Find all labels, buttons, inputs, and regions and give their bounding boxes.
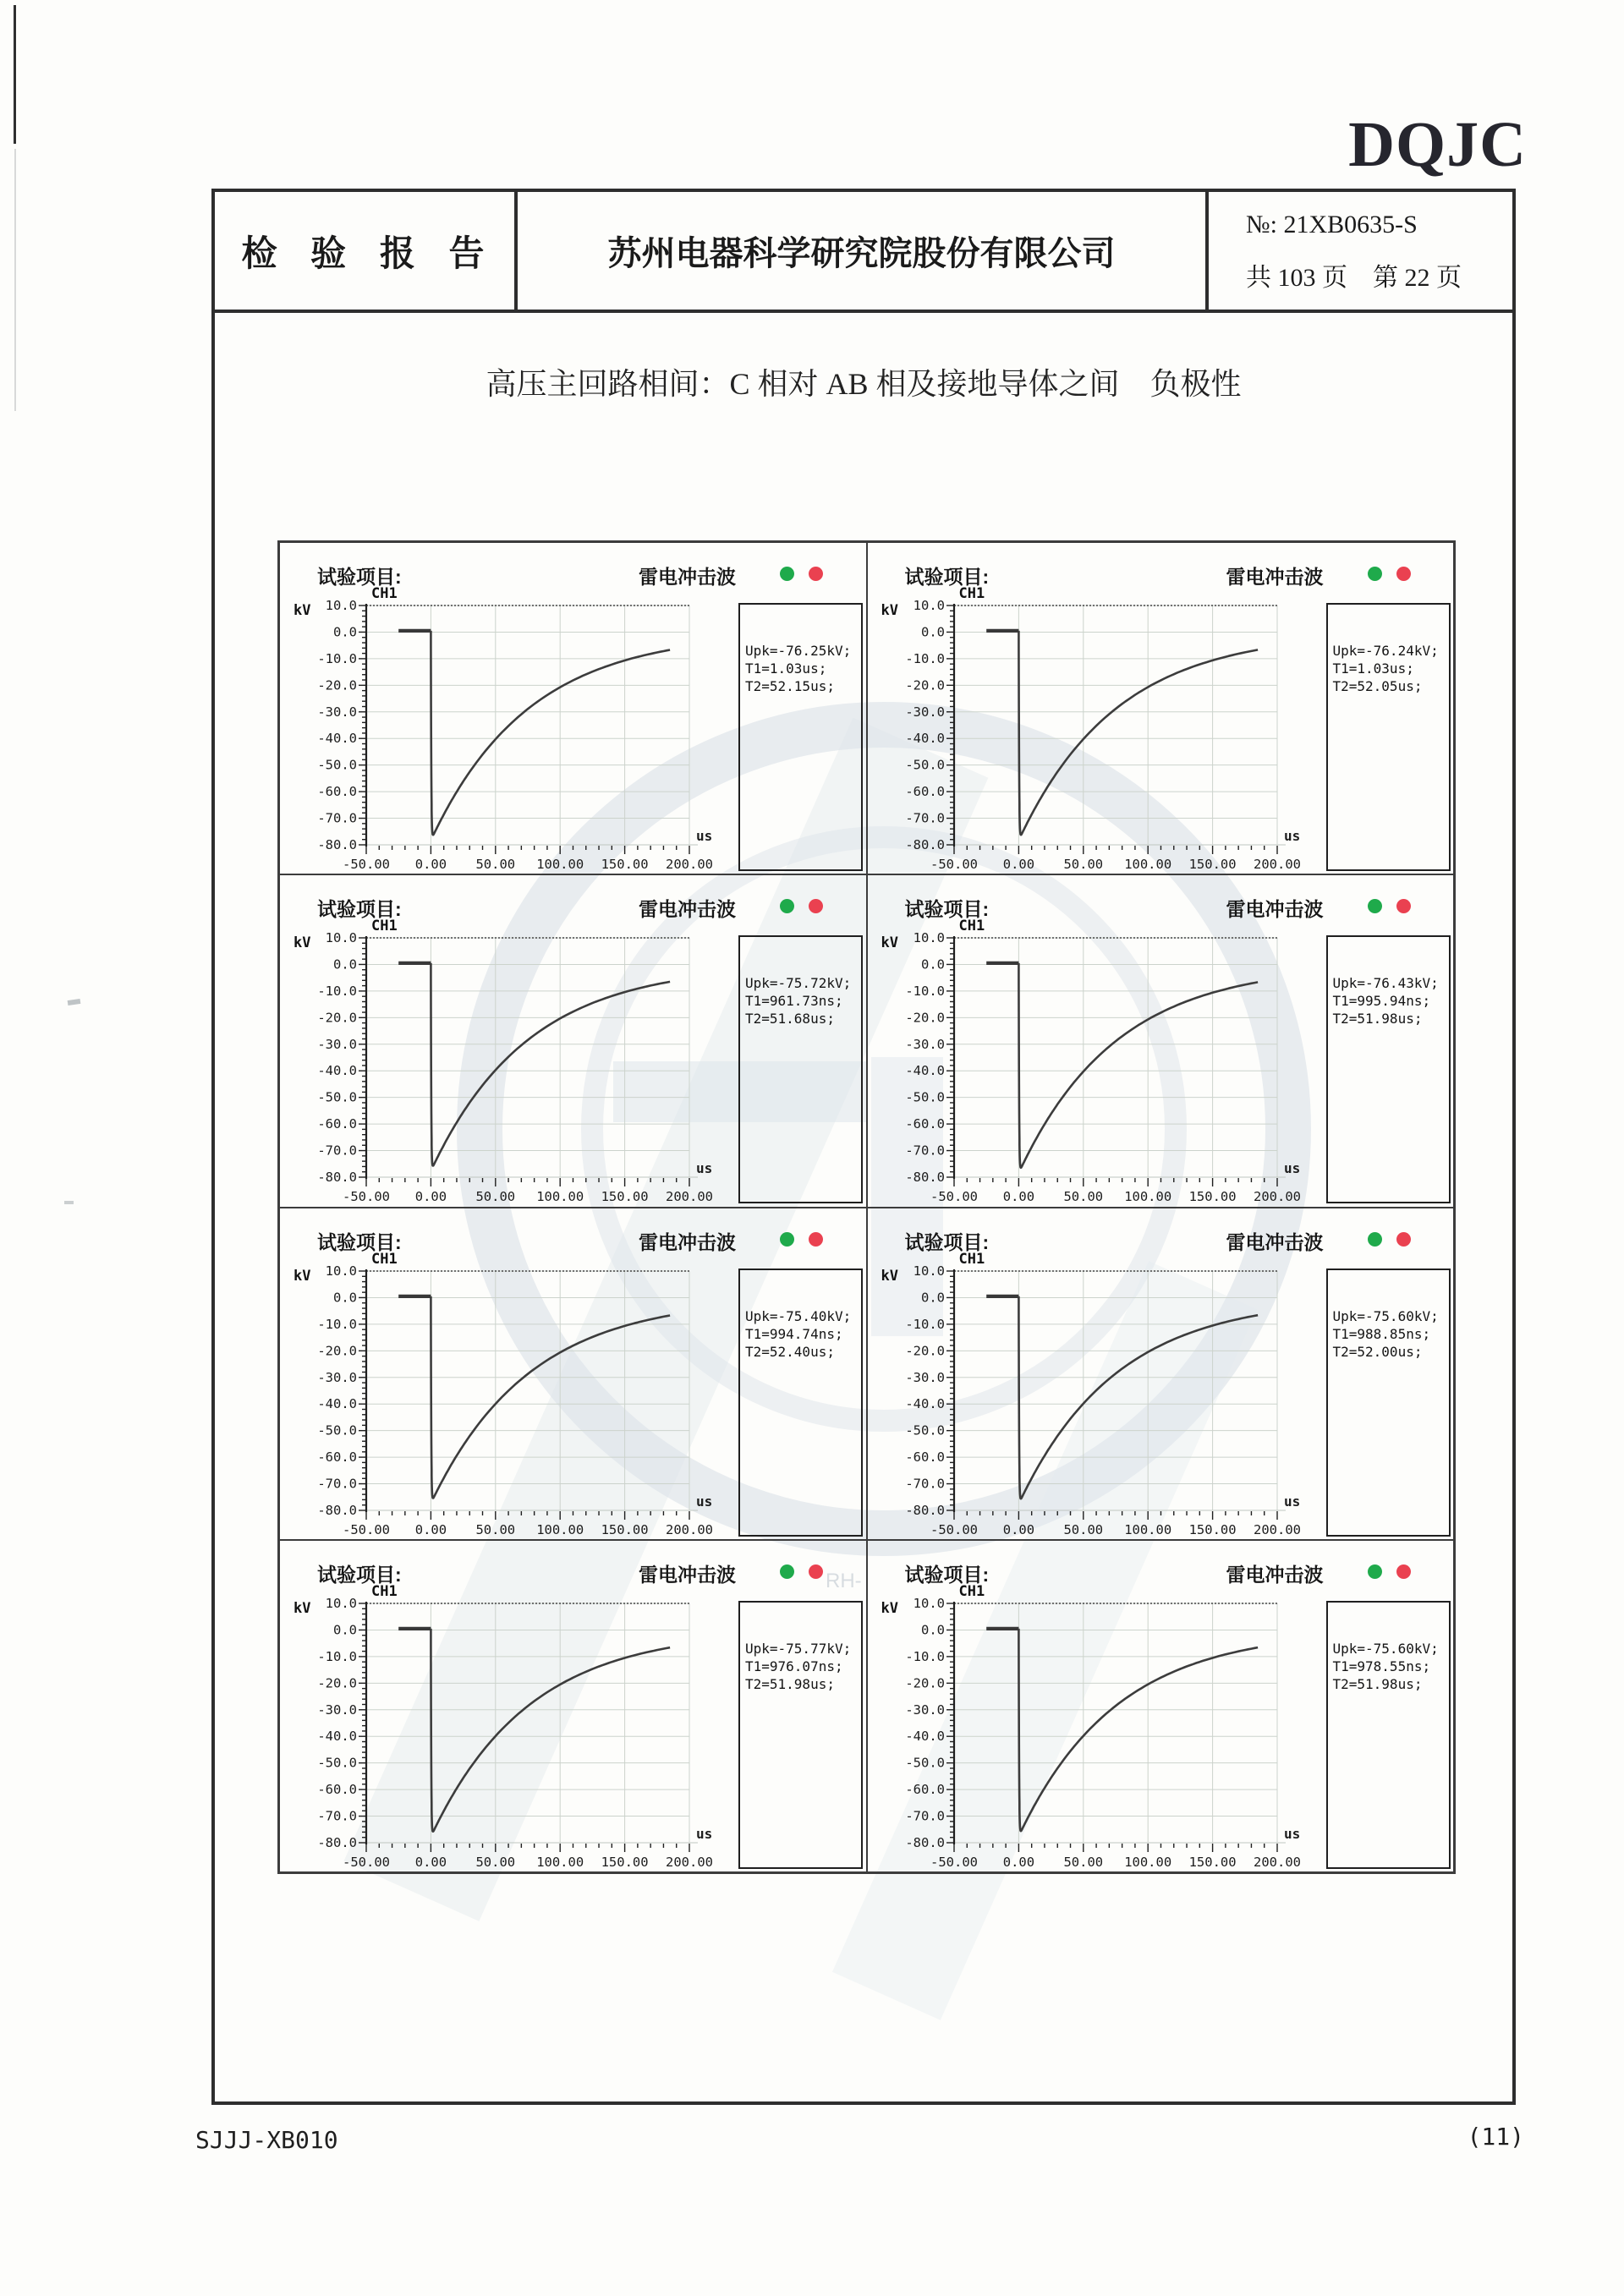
svg-text:-70.0: -70.0 — [317, 1476, 357, 1492]
svg-text:10.0: 10.0 — [325, 598, 357, 613]
svg-text:us: us — [1283, 828, 1300, 844]
measurement-results-box — [1326, 603, 1451, 871]
svg-text:100.00: 100.00 — [1123, 1521, 1171, 1537]
svg-text:-80.0: -80.0 — [317, 1834, 357, 1850]
svg-text:10.0: 10.0 — [325, 1263, 357, 1279]
svg-text:-50.00: -50.00 — [343, 1189, 390, 1205]
page-count: 共 103 页 第 22 页 — [1246, 264, 1462, 292]
svg-text:-50.0: -50.0 — [904, 1422, 945, 1438]
svg-text:-20.0: -20.0 — [904, 1675, 945, 1691]
svg-text:-10.0: -10.0 — [317, 984, 357, 1000]
upk-value: Upk=-75.40kV; — [745, 1307, 852, 1324]
upk-value: Upk=-76.24kV; — [1332, 643, 1439, 659]
svg-text:10.0: 10.0 — [913, 930, 945, 946]
test-item-label: 试验项目: — [317, 1230, 402, 1253]
svg-text:150.00: 150.00 — [1188, 1521, 1237, 1537]
channel-label: CH1 — [958, 1250, 985, 1268]
svg-text:0.00: 0.00 — [1002, 1189, 1034, 1205]
svg-text:100.00: 100.00 — [1123, 1189, 1171, 1205]
svg-text:-70.0: -70.0 — [904, 810, 945, 826]
svg-text:-60.0: -60.0 — [904, 784, 945, 800]
svg-text:-80.0: -80.0 — [904, 837, 945, 852]
form-code: SJJJ-XB010 — [195, 2126, 338, 2154]
svg-text:10.0: 10.0 — [913, 1263, 945, 1279]
t1-value: T1=976.07ns; — [745, 1658, 843, 1674]
svg-text:-50.0: -50.0 — [904, 1089, 945, 1105]
measurement-results-box — [738, 1269, 863, 1537]
report-number-cell — [1209, 192, 1512, 310]
svg-text:-50.0: -50.0 — [904, 757, 945, 773]
svg-text:-60.0: -60.0 — [317, 1781, 357, 1797]
svg-text:-50.00: -50.00 — [930, 857, 978, 872]
svg-text:-40.0: -40.0 — [904, 1395, 945, 1411]
svg-text:-60.0: -60.0 — [317, 1449, 357, 1465]
wave-type-label: 雷电冲击波 — [1226, 1563, 1324, 1586]
svg-text:200.00: 200.00 — [1253, 857, 1301, 872]
svg-text:-70.0: -70.0 — [904, 1808, 945, 1824]
svg-text:-10.0: -10.0 — [904, 1316, 945, 1332]
svg-text:150.00: 150.00 — [1188, 1854, 1237, 1870]
t2-value: T2=51.98us; — [1332, 1675, 1423, 1692]
t1-value: T1=1.03us; — [745, 660, 827, 677]
channel-label: CH1 — [958, 585, 985, 602]
measurement-results-box — [738, 1601, 863, 1869]
svg-text:-70.0: -70.0 — [904, 1476, 945, 1492]
svg-text:150.00: 150.00 — [1188, 857, 1237, 872]
svg-text:-70.0: -70.0 — [904, 1143, 945, 1159]
svg-text:-30.0: -30.0 — [317, 1701, 357, 1718]
channel-label: CH1 — [958, 918, 985, 935]
y-unit-label: kV — [881, 1267, 898, 1285]
svg-text:-10.0: -10.0 — [904, 1648, 945, 1664]
svg-text:0.0: 0.0 — [333, 1622, 357, 1638]
t1-value: T1=995.94ns; — [1332, 993, 1431, 1010]
svg-text:us: us — [696, 828, 713, 844]
svg-text:100.00: 100.00 — [536, 857, 584, 872]
test-item-label: 试验项目: — [317, 898, 402, 921]
svg-text:50.00: 50.00 — [475, 1189, 516, 1205]
wave-type-label: 雷电冲击波 — [639, 1230, 736, 1253]
measurement-results-box — [1326, 1601, 1451, 1869]
svg-text:0.00: 0.00 — [414, 1854, 447, 1870]
svg-text:-20.0: -20.0 — [904, 1010, 945, 1026]
svg-text:0.0: 0.0 — [333, 1289, 357, 1305]
svg-text:0.0: 0.0 — [920, 956, 945, 973]
svg-text:-40.0: -40.0 — [317, 1728, 357, 1744]
svg-text:us: us — [1283, 1825, 1300, 1842]
measurement-results-box — [738, 935, 863, 1203]
svg-text:us: us — [696, 1160, 713, 1177]
y-unit-label: kV — [294, 602, 311, 619]
svg-text:-70.0: -70.0 — [317, 810, 357, 826]
wave-type-label: 雷电冲击波 — [1226, 566, 1324, 588]
svg-text:-60.0: -60.0 — [904, 1449, 945, 1465]
svg-text:-70.0: -70.0 — [317, 1808, 357, 1824]
t1-value: T1=961.73ns; — [745, 993, 843, 1010]
svg-text:-20.0: -20.0 — [317, 1010, 357, 1026]
svg-text:50.00: 50.00 — [475, 1854, 516, 1870]
svg-text:50.00: 50.00 — [475, 1521, 516, 1537]
svg-text:-50.00: -50.00 — [930, 1189, 978, 1205]
t1-value: T1=1.03us; — [1332, 660, 1414, 677]
y-unit-label: kV — [294, 1599, 311, 1617]
svg-text:150.00: 150.00 — [601, 857, 649, 872]
t1-value: T1=988.85ns; — [1332, 1325, 1431, 1342]
svg-text:-30.0: -30.0 — [317, 704, 357, 720]
svg-text:us: us — [696, 1493, 713, 1510]
test-item-label: 试验项目: — [317, 1563, 402, 1586]
svg-text:-80.0: -80.0 — [317, 837, 357, 852]
svg-text:-60.0: -60.0 — [904, 1116, 945, 1132]
wave-type-label: 雷电冲击波 — [639, 566, 736, 588]
svg-text:0.00: 0.00 — [414, 1189, 447, 1205]
svg-text:0.0: 0.0 — [333, 624, 357, 640]
svg-text:200.00: 200.00 — [1253, 1854, 1301, 1870]
y-unit-label: kV — [294, 1267, 311, 1285]
svg-text:0.00: 0.00 — [1002, 1521, 1034, 1537]
svg-text:0.00: 0.00 — [414, 857, 447, 872]
upk-value: Upk=-75.60kV; — [1332, 1640, 1439, 1657]
svg-text:-20.0: -20.0 — [317, 677, 357, 693]
impulse-panel — [867, 874, 1455, 1207]
upk-value: Upk=-75.72kV; — [745, 975, 852, 992]
svg-text:50.00: 50.00 — [1062, 857, 1103, 872]
svg-text:-30.0: -30.0 — [904, 704, 945, 720]
watermark-bleed-text: RH- — [826, 1570, 862, 1592]
svg-text:100.00: 100.00 — [536, 1189, 584, 1205]
svg-text:0.00: 0.00 — [1002, 1854, 1034, 1870]
svg-text:200.00: 200.00 — [666, 857, 713, 872]
svg-text:0.00: 0.00 — [414, 1521, 447, 1537]
upk-value: Upk=-76.25kV; — [745, 643, 852, 659]
svg-text:-50.00: -50.00 — [343, 1854, 390, 1870]
svg-text:-30.0: -30.0 — [904, 1037, 945, 1053]
svg-text:-30.0: -30.0 — [317, 1037, 357, 1053]
upk-value: Upk=-76.43kV; — [1332, 975, 1439, 992]
wave-type-label: 雷电冲击波 — [639, 1563, 736, 1586]
upk-value: Upk=-75.60kV; — [1332, 1307, 1439, 1324]
svg-text:200.00: 200.00 — [666, 1854, 713, 1870]
impulse-panel — [279, 874, 867, 1207]
channel-label: CH1 — [371, 918, 398, 935]
svg-text:-10.0: -10.0 — [317, 1648, 357, 1664]
y-unit-label: kV — [294, 934, 311, 952]
t2-value: T2=52.00us; — [1332, 1343, 1423, 1360]
svg-text:200.00: 200.00 — [1253, 1189, 1301, 1205]
svg-text:200.00: 200.00 — [666, 1189, 713, 1205]
svg-text:0.0: 0.0 — [333, 956, 357, 973]
svg-text:-50.0: -50.0 — [317, 1089, 357, 1105]
svg-text:-60.0: -60.0 — [317, 784, 357, 800]
svg-text:-50.00: -50.00 — [343, 857, 390, 872]
t2-value: T2=52.40us; — [745, 1343, 835, 1360]
measurement-results-box — [1326, 935, 1451, 1203]
dqjc-logo: DQJC — [1348, 109, 1527, 180]
svg-text:50.00: 50.00 — [1062, 1854, 1103, 1870]
channel-label: CH1 — [371, 1582, 398, 1600]
svg-text:100.00: 100.00 — [536, 1521, 584, 1537]
company-name-cell: 苏州电器科学研究院股份有限公司 — [518, 192, 1209, 310]
test-item-label: 试验项目: — [317, 566, 402, 588]
t2-value: T2=52.15us; — [745, 678, 835, 694]
svg-text:100.00: 100.00 — [1123, 857, 1171, 872]
svg-text:-80.0: -80.0 — [317, 1170, 357, 1186]
t1-value: T1=978.55ns; — [1332, 1658, 1431, 1674]
test-item-label: 试验项目: — [904, 1563, 990, 1586]
svg-text:100.00: 100.00 — [1123, 1854, 1171, 1870]
y-unit-label: kV — [881, 1599, 898, 1617]
measurement-results-box — [1326, 1269, 1451, 1537]
svg-text:us: us — [1283, 1160, 1300, 1177]
attachment-page-number: (11) — [1467, 2123, 1524, 2151]
test-item-label: 试验项目: — [904, 898, 990, 921]
impulse-panel — [867, 1208, 1455, 1540]
svg-text:-10.0: -10.0 — [317, 650, 357, 666]
test-item-label: 试验项目: — [904, 1230, 990, 1253]
svg-text:100.00: 100.00 — [536, 1854, 584, 1870]
svg-text:-40.0: -40.0 — [317, 1063, 357, 1079]
impulse-panel — [279, 1540, 867, 1872]
y-unit-label: kV — [881, 602, 898, 619]
svg-text:-80.0: -80.0 — [904, 1502, 945, 1518]
t2-value: T2=51.98us; — [745, 1675, 835, 1692]
channel-label: CH1 — [371, 1250, 398, 1268]
svg-text:150.00: 150.00 — [601, 1854, 649, 1870]
svg-text:-50.0: -50.0 — [904, 1755, 945, 1771]
svg-text:-10.0: -10.0 — [317, 1316, 357, 1332]
svg-text:-30.0: -30.0 — [904, 1369, 945, 1385]
y-unit-label: kV — [881, 934, 898, 952]
svg-text:-50.00: -50.00 — [930, 1521, 978, 1537]
channel-label: CH1 — [958, 1582, 985, 1600]
impulse-panel — [279, 542, 867, 874]
svg-text:10.0: 10.0 — [913, 1595, 945, 1611]
page-title: 高压主回路相间：C 相对 AB 相及接地导体之间 负极性 — [486, 367, 1242, 401]
svg-text:-80.0: -80.0 — [904, 1834, 945, 1850]
upk-value: Upk=-75.77kV; — [745, 1640, 852, 1657]
svg-text:us: us — [696, 1825, 713, 1842]
svg-text:50.00: 50.00 — [1062, 1189, 1103, 1205]
svg-text:-40.0: -40.0 — [904, 1063, 945, 1079]
svg-text:-50.0: -50.0 — [317, 757, 357, 773]
svg-text:-20.0: -20.0 — [904, 1342, 945, 1358]
svg-text:-30.0: -30.0 — [317, 1369, 357, 1385]
svg-text:50.00: 50.00 — [475, 857, 516, 872]
svg-text:-20.0: -20.0 — [317, 1342, 357, 1358]
impulse-panel — [867, 542, 1455, 874]
channel-label: CH1 — [371, 585, 398, 602]
report-title-cell: 检 验 报 告 — [215, 192, 518, 310]
svg-text:-70.0: -70.0 — [317, 1143, 357, 1159]
wave-type-label: 雷电冲击波 — [1226, 1230, 1324, 1253]
svg-text:10.0: 10.0 — [325, 1595, 357, 1611]
test-item-label: 试验项目: — [904, 566, 990, 588]
svg-text:-40.0: -40.0 — [904, 731, 945, 747]
t2-value: T2=51.98us; — [1332, 1011, 1423, 1027]
svg-text:-50.0: -50.0 — [317, 1422, 357, 1438]
svg-text:10.0: 10.0 — [913, 598, 945, 613]
wave-type-label: 雷电冲击波 — [639, 898, 736, 921]
svg-text:0.00: 0.00 — [1002, 857, 1034, 872]
waveform-panel-grid — [277, 540, 1456, 1874]
svg-text:0.0: 0.0 — [920, 1289, 945, 1305]
svg-text:-20.0: -20.0 — [317, 1675, 357, 1691]
svg-text:-20.0: -20.0 — [904, 677, 945, 693]
svg-text:-60.0: -60.0 — [317, 1116, 357, 1132]
impulse-panel — [279, 1208, 867, 1540]
svg-text:-40.0: -40.0 — [904, 1728, 945, 1744]
svg-text:-50.00: -50.00 — [343, 1521, 390, 1537]
svg-text:150.00: 150.00 — [1188, 1189, 1237, 1205]
svg-text:0.0: 0.0 — [920, 624, 945, 640]
svg-text:200.00: 200.00 — [1253, 1521, 1301, 1537]
impulse-panel — [867, 1540, 1455, 1872]
header-table — [215, 192, 1512, 313]
svg-text:-80.0: -80.0 — [317, 1502, 357, 1518]
svg-text:us: us — [1283, 1493, 1300, 1510]
t1-value: T1=994.74ns; — [745, 1325, 843, 1342]
svg-text:-80.0: -80.0 — [904, 1170, 945, 1186]
svg-text:-40.0: -40.0 — [317, 1395, 357, 1411]
svg-text:-60.0: -60.0 — [904, 1781, 945, 1797]
svg-text:10.0: 10.0 — [325, 930, 357, 946]
svg-text:-10.0: -10.0 — [904, 984, 945, 1000]
svg-text:-50.0: -50.0 — [317, 1755, 357, 1771]
svg-text:150.00: 150.00 — [601, 1189, 649, 1205]
wave-type-label: 雷电冲击波 — [1226, 898, 1324, 921]
t2-value: T2=52.05us; — [1332, 678, 1423, 694]
svg-text:-50.00: -50.00 — [930, 1854, 978, 1870]
svg-text:200.00: 200.00 — [666, 1521, 713, 1537]
svg-text:0.0: 0.0 — [920, 1622, 945, 1638]
t2-value: T2=51.68us; — [745, 1011, 835, 1027]
svg-text:50.00: 50.00 — [1062, 1521, 1103, 1537]
svg-text:-10.0: -10.0 — [904, 650, 945, 666]
svg-text:150.00: 150.00 — [601, 1521, 649, 1537]
svg-text:-30.0: -30.0 — [904, 1701, 945, 1718]
report-number: №: 21XB0635-S — [1246, 211, 1418, 238]
svg-text:-40.0: -40.0 — [317, 731, 357, 747]
measurement-results-box — [738, 603, 863, 871]
